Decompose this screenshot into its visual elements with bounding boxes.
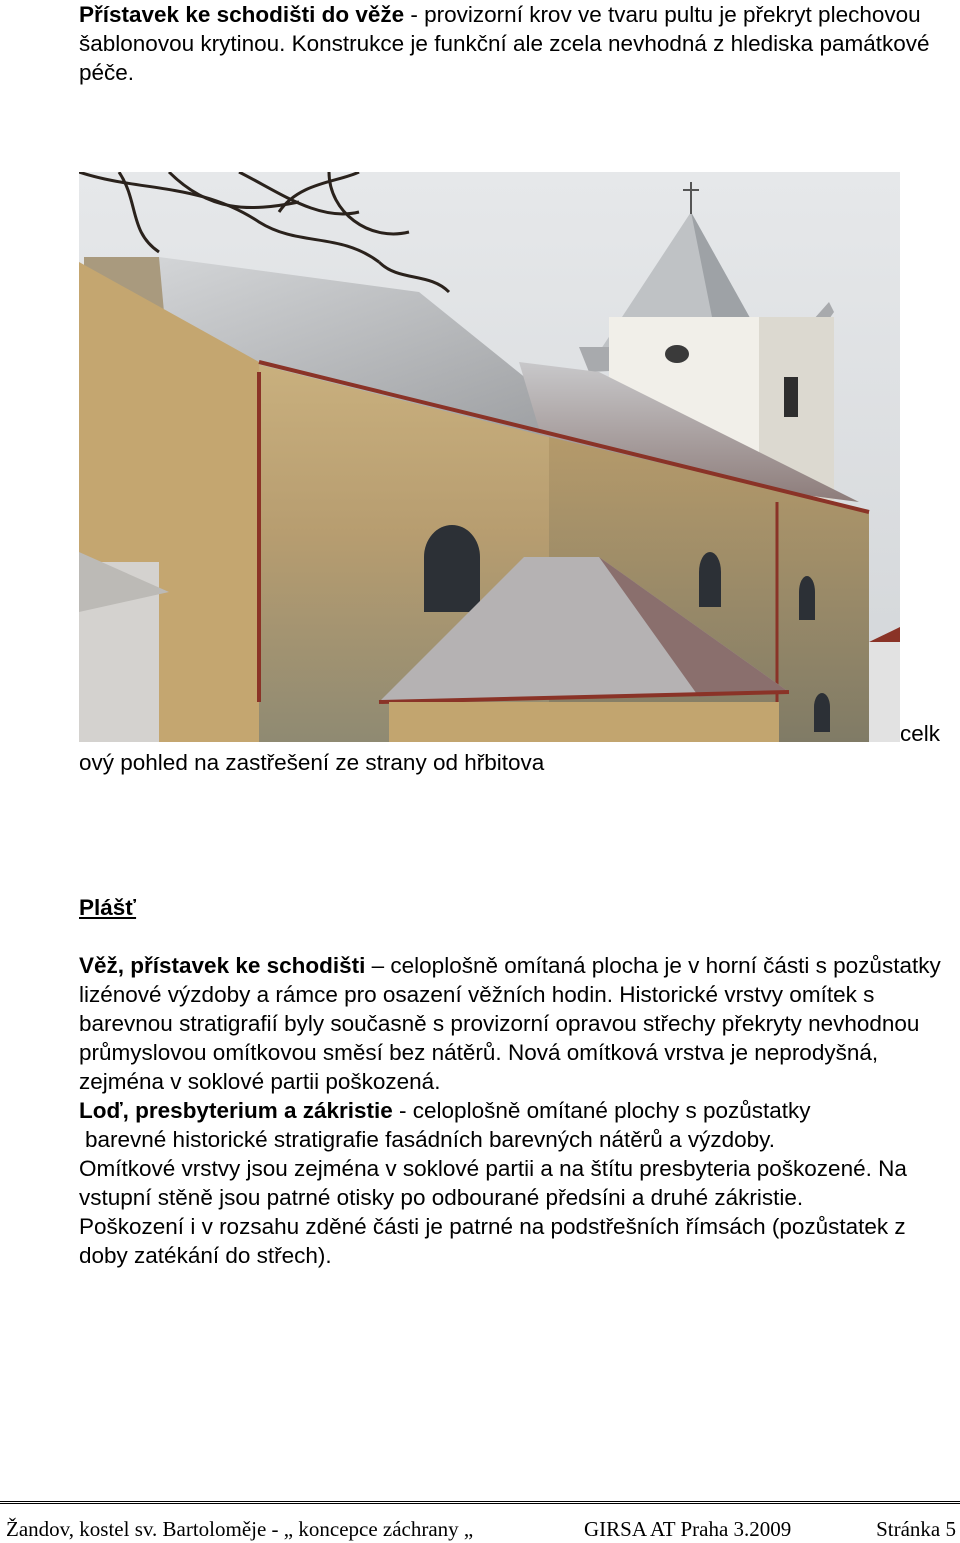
intro-bold: Přístavek ke schodišti do věže	[79, 2, 405, 27]
church-photo	[79, 172, 900, 742]
intro-paragraph	[79, 0, 949, 87]
p2-line2: barevné historické stratigrafie fasádních barevných nátěrů a výzdoby.	[85, 1127, 775, 1152]
body-text	[79, 951, 949, 1270]
p2-text: - celoplošně omítané plochy s pozůstatky	[392, 1098, 811, 1123]
footer-rule	[0, 1501, 960, 1504]
p1-bold: Věž, přístavek ke schodišti	[79, 953, 366, 978]
footer-middle: GIRSA AT Praha 3.2009	[584, 1517, 792, 1541]
footer-left: Žandov, kostel sv. Bartoloměje - „ koncepce záchrany „	[6, 1517, 474, 1541]
paragraph-damage: Poškození i v rozsahu zděné části je patrné na podstřešních římsách (pozůstatek z doby zatékání do střech).	[79, 1214, 906, 1268]
paragraph-tower	[79, 951, 949, 1096]
caption-left: ový pohled na zastřešení ze strany od hřbitova	[79, 750, 545, 775]
p2-bold: Loď, presbyterium a zákristie	[79, 1098, 393, 1123]
window	[424, 525, 480, 612]
p2-rest: Omítkové vrstvy jsou zejména v soklové partii a na štítu presbyteria poškozené. Na vstupní stěně jsou patrné otisky po odbourané předsíni a druhé zákristie.	[79, 1156, 907, 1210]
p1-text: – celoplošně omítaná plocha je v horní části s pozůstatky lizénové výzdoby a rámce pro osazení věžních hodin. Historické vrstvy omítek s barevnou stratigrafií byly současně s provizorní opravou střechy překryty nevhodnou průmyslovou omítkovou směsí bez nátěrů. Nová omítková vrstva je neprodyšná, zejména v soklové partii poškozená.	[79, 953, 941, 1094]
section-heading: Plášť	[79, 895, 137, 920]
intro-text: - provizorní krov ve tvaru pultu je překryt plechovou šablonovou krytinou. Konstrukce je funkční ale zcela nevhodná z hlediska památkové péče.	[79, 2, 930, 85]
footer-page-number: Stránka 5	[876, 1517, 956, 1541]
paragraph-nave	[79, 1096, 949, 1125]
caption-right: celk	[900, 721, 941, 746]
